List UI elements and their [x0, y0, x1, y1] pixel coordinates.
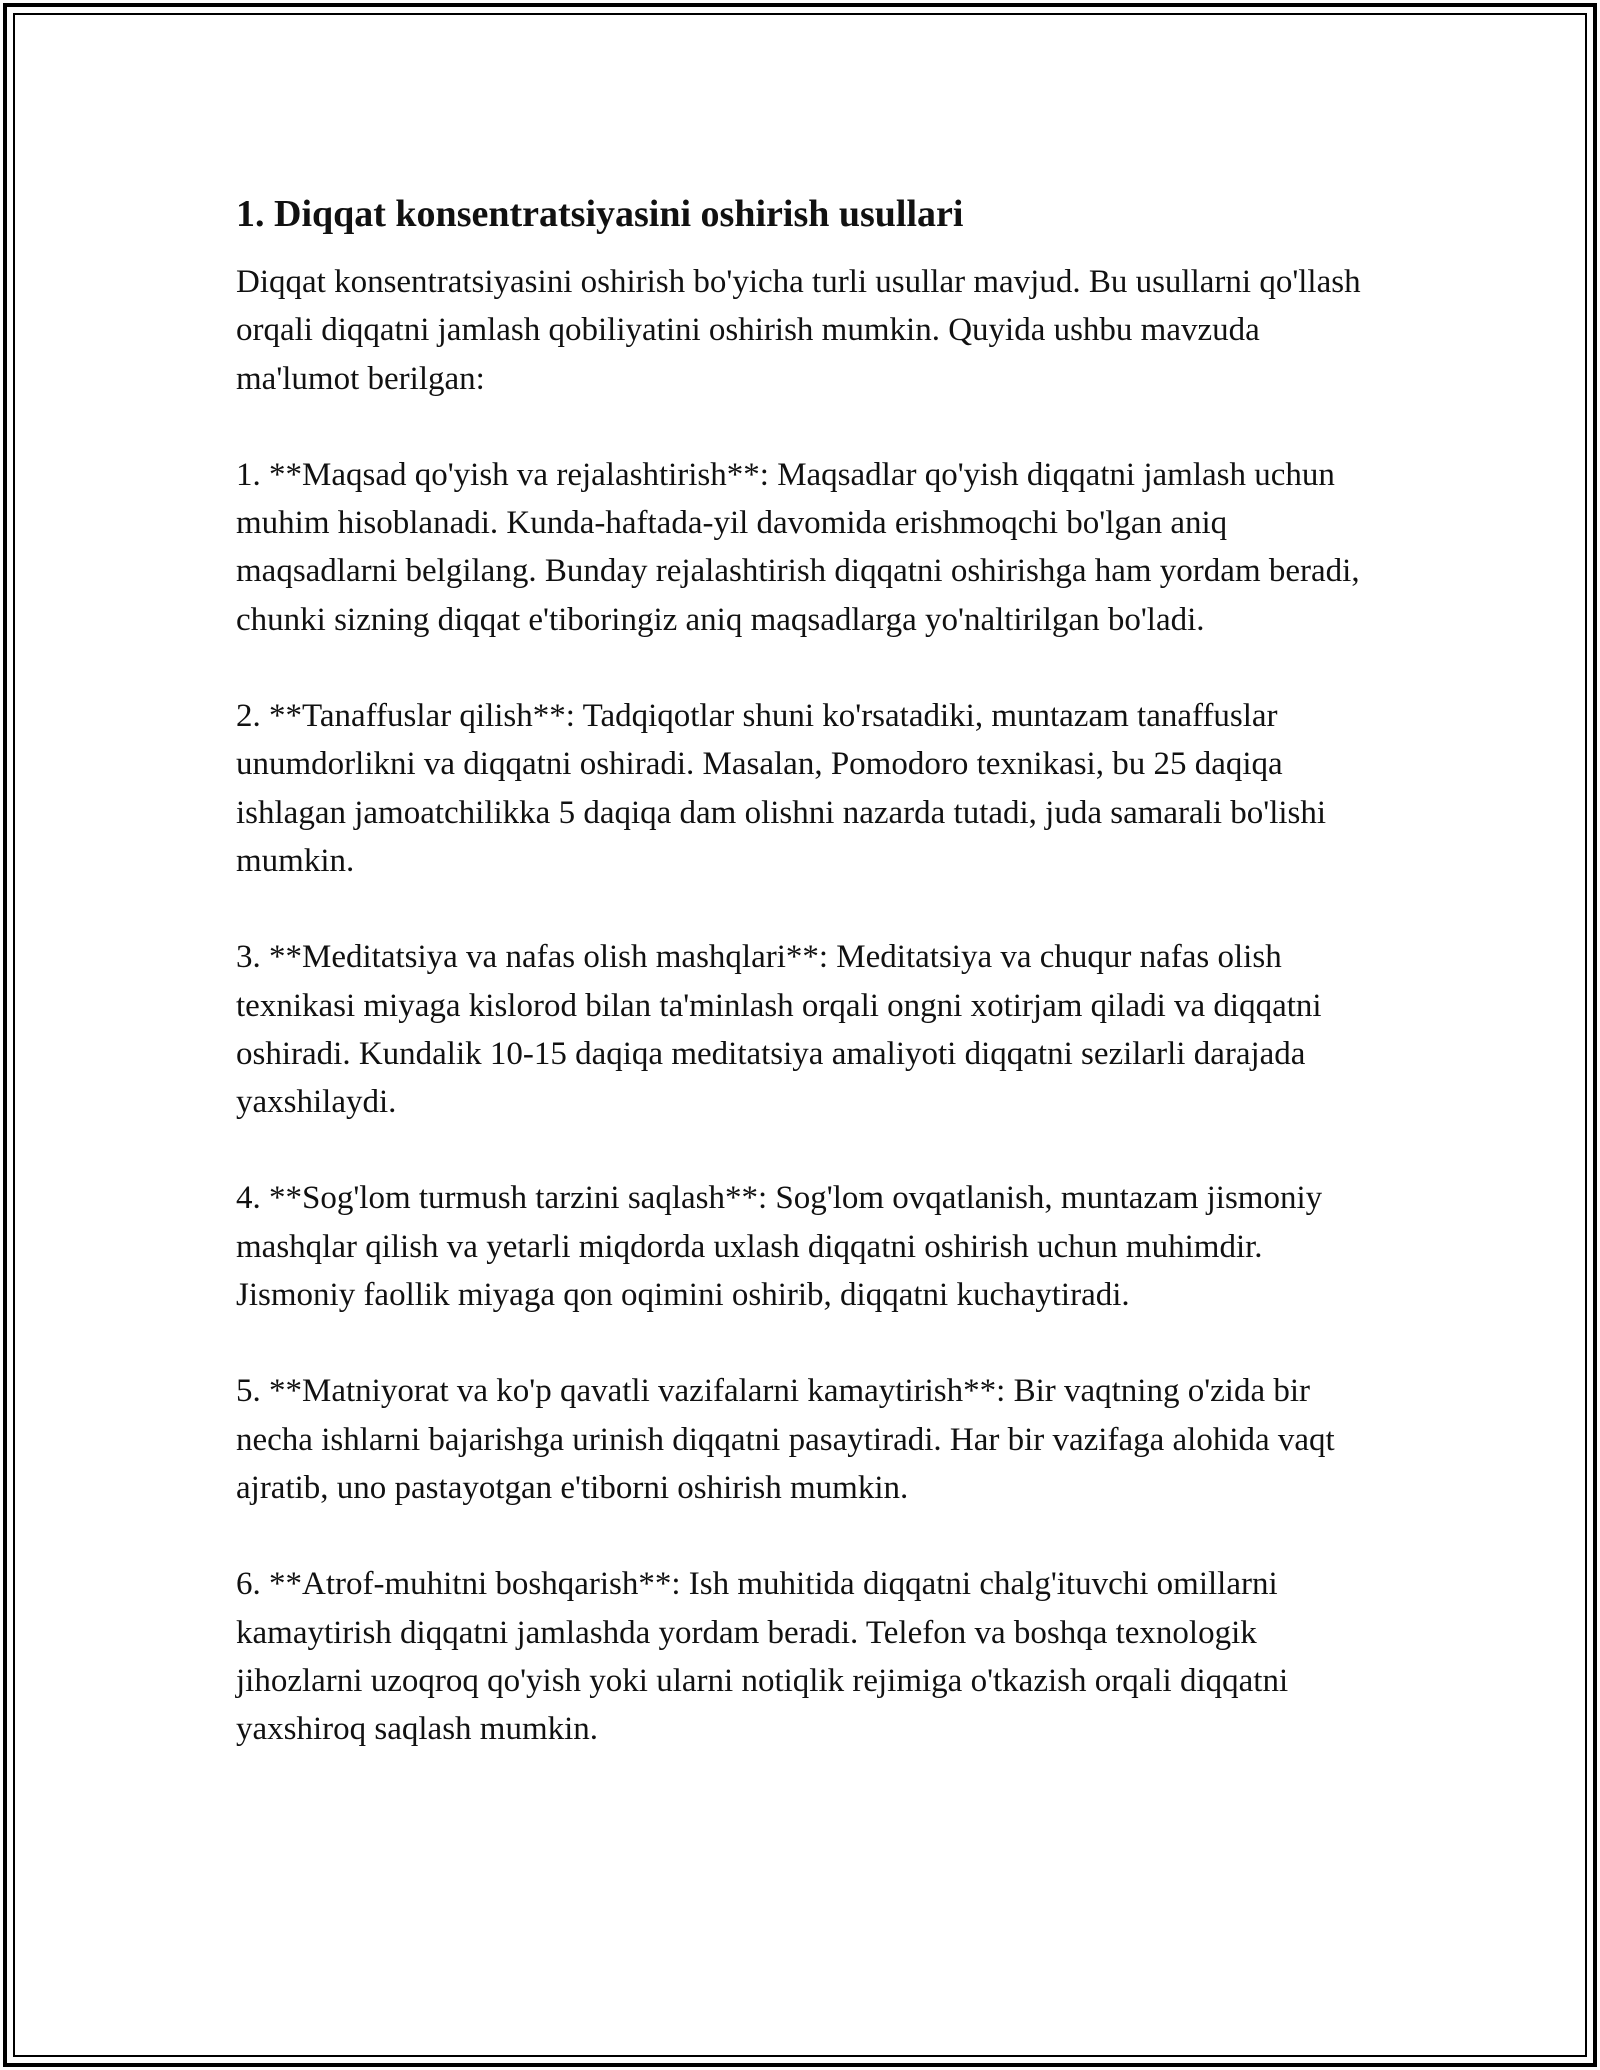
list-item-2: 2. **Tanaffuslar qilish**: Tadqiqotlar shuni ko'rsatadiki, muntazam tanaffuslar unumdorlikni va diqqatni oshiradi. Masalan, Pomodoro texnikasi, bu 25 daqiqa ishlagan jamoatchilikka 5 daqiqa dam olishni nazarda tutadi, juda samarali bo'lishi mumkin.: [236, 698, 1327, 879]
list-item-3: 3. **Meditatsiya va nafas olish mashqlari**: Meditatsiya va chuqur nafas olish texnikasi miyaga kislorod bilan ta'minlash orqali ongni xotirjam qiladi va diqqatni oshiradi. Kundalik 10-15 daqiqa meditatsiya amaliyoti diqqatni sezilarli darajada yaxshilaydi.: [236, 939, 1322, 1121]
document-title: 1. Diqqat konsentratsiyasini oshirish usullari: [236, 193, 964, 235]
document-body: [236, 190, 1372, 1801]
list-item-4: 4. **Sog'lom turmush tarzini saqlash**: Sog'lom ovqatlanish, muntazam jismoniy mashqlar qilish va yetarli miqdorda uxlash diqqatni oshirish uchun muhimdir. Jismoniy faollik miyaga qon oqimini oshirib, diqqatni kuchaytiradi.: [236, 1180, 1323, 1314]
list-item-5: 5. **Matniyorat va ko'p qavatli vazifalarni kamaytirish**: Bir vaqtning o'zida bir necha ishlarni bajarishga urinish diqqatni pasaytiradi. Har bir vazifaga alohida vaqt ajratib, uno pastayotgan e'tiborni oshirish mumkin.: [236, 1373, 1335, 1506]
list-item-6: 6. **Atrof-muhitni boshqarish**: Ish muhitida diqqatni chalg'ituvchi omillarni kamaytirish diqqatni jamlashda yordam beradi. Telefon va boshqa texnologik jihozlarni uzoqroq qo'yish yoki ularni notiqlik rejimiga o'tkazish orqali diqqatni yaxshiroq saqlash mumkin.: [236, 1566, 1289, 1748]
list-item-1: 1. **Maqsad qo'yish va rejalashtirish**: Maqsadlar qo'yish diqqatni jamlash uchun muhim hisoblanadi. Kunda-haftada-yil davomida erishmoqchi bo'lgan aniq maqsadlarni belgilang. Bunday rejalashtirish diqqatni oshirishga ham yordam beradi, chunki sizning diqqat e'tiboringiz aniq maqsadlarga yo'naltirilgan bo'ladi.: [236, 456, 1360, 638]
intro-paragraph: Diqqat konsentratsiyasini oshirish bo'yicha turli usullar mavjud. Bu usullarni qo'llash orqali diqqatni jamlash qobiliyatini oshirish mumkin. Quyida ushbu mavzuda ma'lumot berilgan:: [236, 264, 1361, 397]
